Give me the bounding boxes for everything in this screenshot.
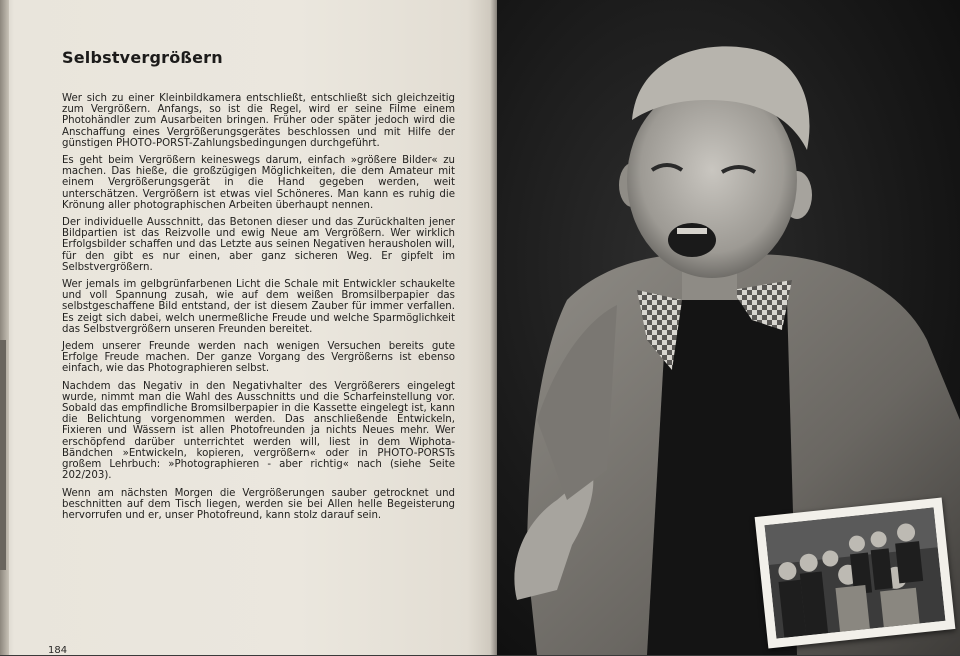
inset-photo <box>755 498 956 649</box>
paragraph: Jedem unserer Freunde werden nach wenigen Versuchen bereits gute Erfolge Freude machen. Der ganze Vorgang des Vergrößerns ist ebenso einfach, wie das Photographieren selbst. <box>62 341 455 375</box>
children-group-photo <box>765 507 946 638</box>
paragraph: Nachdem das Negativ in den Negativhalter des Vergrößerers eingelegt wurde, nimmt man die Wahl des Ausschnitts und die Scharfeinstellung vor. Sobald das empfindliche Bromsilberpapier in die Kassette eingelegt ist, kann die Belichtung vorgenommen werden. Das anschließende Entwickeln, Fixieren und Wässern ist allen Photofreunden ja nichts Neues mehr. Wer erschöpfend darüber unterrichtet werden will, liest in dem Wiphota-Bändchen »Entwickeln, kopieren, vergrößern« oder in PHOTO-PORSTs großem Lehrbuch: »Photographieren - aber richtig« nach (siehe Seite 202/203). <box>62 380 455 482</box>
paragraph: Es geht beim Vergrößern keineswegs darum, einfach »größere Bilder« zu machen. Das hieße, die großzügigen Möglichkeiten, die dem Amateur mit einem Vergrößerungsgerät in die Hand gegeben werden, weit unterschätzen. Vergrößern ist etwas viel Schöneres. Man kann es ruhig die Krönung aller photographischen Arbeiten überhaupt nennen. <box>62 155 455 211</box>
section-heading: Selbstvergrößern <box>62 48 223 67</box>
paragraph: Der individuelle Ausschnitt, das Betonen dieser und das Zurückhalten jener Bildpartien ist das Reizvolle und ewig Neue am Vergrößern. Wer wirklich Erfolgsbilder schaffen und das Letzte aus seinen Negativen herausholen will, für den gibt es nur einen, aber ganz sicheren Weg. Er gipfelt im Selbstvergrößern. <box>62 217 455 273</box>
paragraph: Wer sich zu einer Kleinbildkamera entschließt, entschließt sich gleichzeitig zum Vergrößern. Anfangs, so ist die Regel, wird er seine Filme einem Photohändler zum Ausarbeiten bringen. Früher oder später jedoch wird die Anschaffung eines Vergrößerungsgerätes beschlossen und mit Hilfe der günstigen PHOTO-PORST-Zahlungsbedingungen durchgeführt. <box>62 93 455 149</box>
page-number: 184 <box>48 645 68 656</box>
paragraph: Wer jemals im gelbgrünfarbenen Licht die Schale mit Entwickler schaukelte und voll Spannung zusah, wie auf dem weißen Bromsilberpapier das selbstgeschaffene Bild entstand, der ist diesem Zauber für immer verfallen. Es zeigt sich dabei, welch unermeßliche Freude und welche Sparmöglichkeit das Selbstvergrößern unseren Freunden bereitet. <box>62 279 455 335</box>
body-text <box>62 93 455 527</box>
page-edge <box>0 0 9 655</box>
paragraph: Wenn am nächsten Morgen die Vergrößerungen sauber getrocknet und beschnitten auf dem Tisch liegen, werden sie bei Allen helle Begeisterung hervorrufen und er, unser Photofreund, kann stolz darauf sein. <box>62 487 455 521</box>
